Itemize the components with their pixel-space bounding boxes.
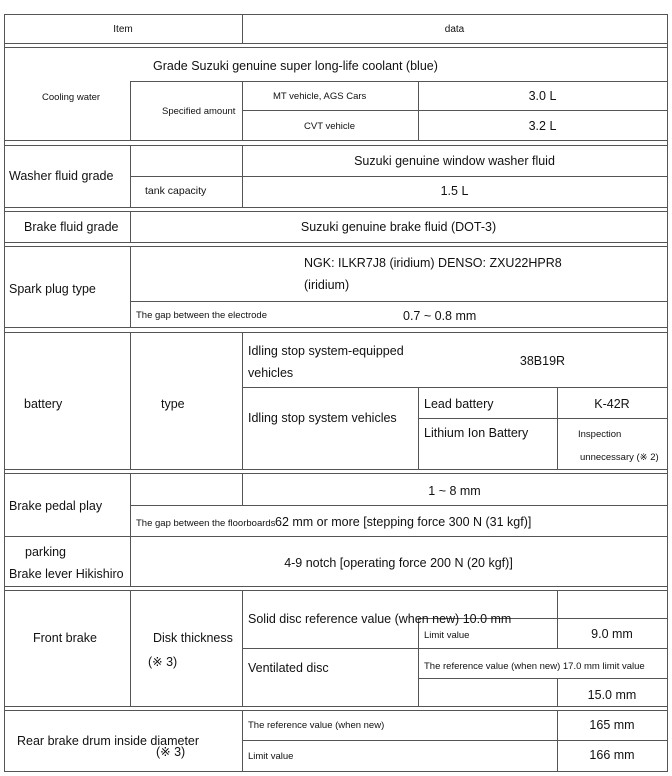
- brake-pedal-label: Brake pedal play: [9, 499, 103, 513]
- rule: [242, 648, 668, 649]
- rule: [4, 246, 668, 247]
- header-data: data: [444, 24, 465, 35]
- rule: [242, 740, 668, 741]
- rule: [130, 81, 668, 82]
- ventilated-disc-label: Ventilated disc: [248, 661, 329, 675]
- brake-fluid-value: Suzuki genuine brake fluid (DOT-3): [300, 220, 497, 234]
- lithium-battery-label: Lithium Ion Battery: [424, 426, 529, 440]
- rule: [242, 590, 243, 706]
- floorboard-gap-value: 62 mm or more [stepping force 300 N (31 kgf)]: [275, 515, 532, 529]
- rule: [418, 678, 668, 679]
- rule: [242, 332, 243, 469]
- ventilated-limit-value: 15.0 mm: [587, 688, 637, 702]
- rule: [4, 473, 668, 474]
- rule: [130, 81, 131, 140]
- disk-thickness-label: Disk thickness: [153, 631, 233, 645]
- rear-brake-label: Rear brake drum inside diameter: [17, 734, 200, 748]
- rule: [242, 710, 243, 771]
- rule: [242, 81, 243, 140]
- rear-limit-label: Limit value: [248, 751, 294, 762]
- rule: [242, 110, 668, 111]
- spark-plug-type-line1: NGK: ILKR7J8 (iridium) DENSO: ZXU22HPR8: [304, 256, 562, 270]
- rule: [4, 207, 668, 208]
- front-limit-label: Limit value: [424, 630, 470, 641]
- idling-equipped-line2: vehicles: [248, 366, 294, 380]
- washer-label: Washer fluid grade: [9, 169, 114, 183]
- rule: [130, 145, 131, 207]
- rear-limit-value: 166 mm: [589, 748, 635, 762]
- rule: [4, 14, 5, 772]
- rear-brake-note: (※ 3): [156, 745, 186, 759]
- rule: [4, 145, 668, 146]
- cooling-grade: Grade Suzuki genuine super long-life coolant (blue): [153, 59, 438, 73]
- rule: [130, 246, 131, 327]
- spark-plug-type-line2: (iridium): [304, 278, 350, 292]
- tank-capacity-label: tank capacity: [145, 185, 207, 197]
- rule: [667, 14, 668, 772]
- rear-reference-label: The reference value (when new): [248, 720, 385, 731]
- battery-type-label: type: [161, 397, 185, 411]
- rule: [418, 618, 419, 706]
- rule: [130, 176, 668, 177]
- rule: [130, 301, 668, 302]
- spark-plug-label: Spark plug type: [9, 282, 96, 296]
- rule: [4, 43, 668, 44]
- rule: [242, 387, 668, 388]
- lithium-battery-value-line1: Inspection: [578, 429, 622, 440]
- rule: [4, 706, 668, 707]
- rule: [130, 332, 131, 469]
- idling-vehicles-label: Idling stop system vehicles: [248, 411, 397, 425]
- rule: [4, 14, 668, 15]
- disk-thickness-note: (※ 3): [148, 655, 178, 669]
- front-brake-label: Front brake: [33, 631, 97, 645]
- rear-reference-value: 165 mm: [589, 718, 635, 732]
- rule: [4, 242, 668, 243]
- lithium-battery-value-line2: unnecessary (※ 2): [580, 452, 659, 463]
- rule: [4, 586, 668, 587]
- rule: [418, 387, 419, 469]
- electrode-gap-label: The gap between the electrode: [136, 310, 267, 321]
- tank-capacity-value: 1.5 L: [440, 184, 469, 198]
- brake-pedal-play-value: 1 ~ 8 mm: [428, 484, 481, 498]
- parking-label-line1: parking: [25, 545, 66, 559]
- brake-fluid-label: Brake fluid grade: [24, 220, 119, 234]
- specified-amount-label: Specified amount: [162, 106, 236, 117]
- idling-equipped-line1: Idling stop system-equipped: [248, 344, 404, 358]
- rule: [4, 332, 668, 333]
- solid-disc-label: Solid disc reference value (when new) 10.0 mm: [248, 612, 512, 626]
- lead-battery-label: Lead battery: [424, 397, 494, 411]
- rule: [4, 211, 668, 212]
- parking-label-line2: Brake lever Hikishiro: [9, 567, 124, 581]
- rule: [418, 418, 668, 419]
- mt-vehicle-label: MT vehicle, AGS Cars: [273, 91, 367, 102]
- cvt-vehicle-value: 3.2 L: [528, 119, 557, 133]
- rule: [4, 327, 668, 328]
- washer-grade: Suzuki genuine window washer fluid: [354, 154, 555, 168]
- rule: [4, 536, 668, 537]
- parking-value: 4-9 notch [operating force 200 N (20 kgf)]: [284, 556, 513, 570]
- rule: [4, 140, 668, 141]
- lead-battery-value: K-42R: [594, 397, 630, 411]
- header-item: Item: [113, 24, 133, 35]
- cvt-vehicle-label: CVT vehicle: [304, 121, 356, 132]
- electrode-gap-value: 0.7 ~ 0.8 mm: [403, 309, 477, 323]
- ventilated-reference: The reference value (when new) 17.0 mm limit value: [424, 661, 645, 672]
- solid-limit-value: 9.0 mm: [591, 627, 633, 641]
- rule: [130, 473, 131, 536]
- battery-label: battery: [24, 397, 63, 411]
- rule: [130, 505, 668, 506]
- idling-equipped-value: 38B19R: [519, 354, 566, 368]
- rule: [130, 590, 131, 706]
- mt-vehicle-value: 3.0 L: [528, 89, 557, 103]
- rule: [4, 47, 668, 48]
- rule: [4, 590, 668, 591]
- rule: [4, 771, 668, 772]
- cooling-label: Cooling water: [42, 92, 101, 103]
- rule: [4, 710, 668, 711]
- rule: [4, 469, 668, 470]
- floorboard-gap-label: The gap between the floorboards: [136, 518, 276, 529]
